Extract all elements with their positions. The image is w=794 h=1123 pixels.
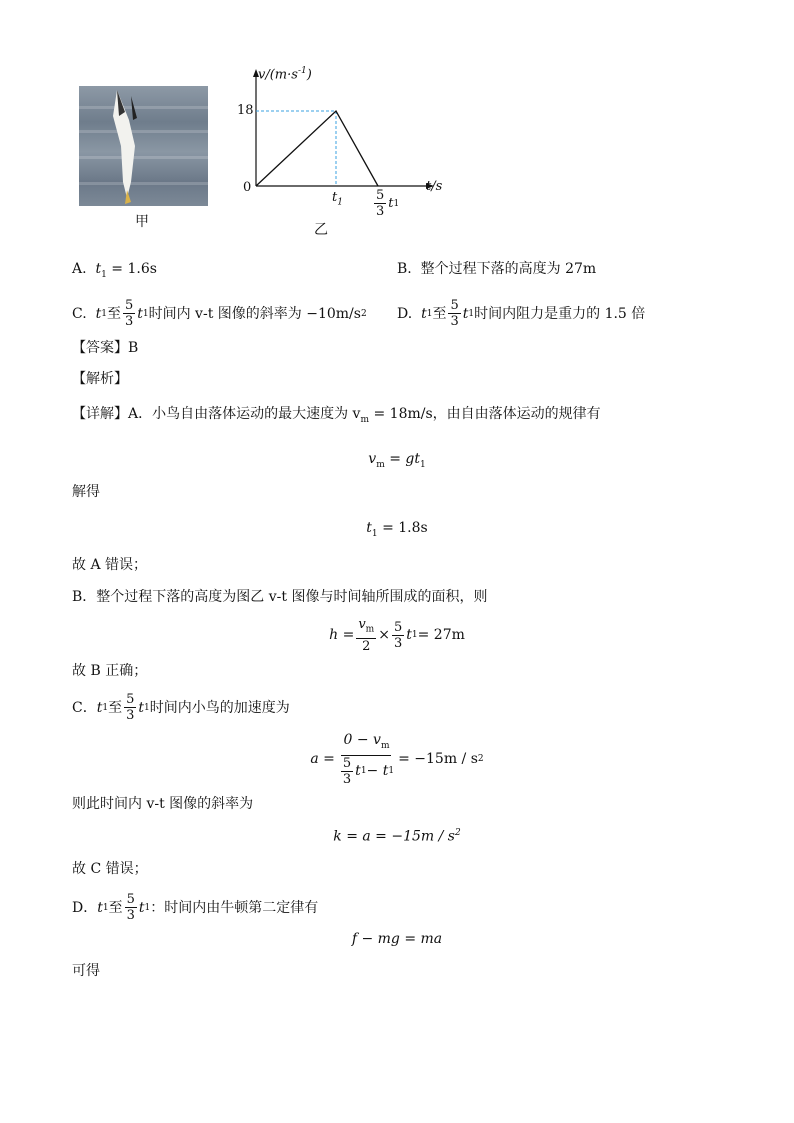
- tick-t1: $t_1$: [332, 190, 343, 208]
- analysis-slope: 则此时间内 v-t 图像的斜率为: [72, 796, 254, 812]
- tick-five-thirds-t1: $\frac{5}{3}$ t 1: [376, 188, 400, 219]
- option-c: C. t 1 至 $\frac{5}{3}$ t 1 时间内 v-t 图像的斜率为 −10m/s 2: [72, 298, 367, 329]
- conclusion-a: 故 A 错误；: [72, 557, 148, 573]
- equation-4: a = $0 - v_m$ $\frac{5}{3}$ t 1 − t 1 = −15m / s 2: [310, 732, 484, 787]
- equation-1: $v_m = gt_1$: [368, 451, 426, 470]
- photo-caption: 甲: [135, 214, 149, 230]
- diving-bird-photo: [79, 86, 208, 206]
- final-text: 可得: [72, 963, 100, 979]
- conclusion-c: 故 C 错误；: [72, 861, 148, 877]
- equation-5: $k = a = -15m / s^2$: [333, 828, 461, 845]
- v-axis-label: $v/(m\cdot s^{-1})$: [258, 66, 312, 83]
- answer: 【答案】B: [72, 340, 139, 356]
- analysis-p-c: C． t 1 至 $\frac{5}{3}$ t 1 时间内小鸟的加速度为: [72, 692, 290, 723]
- analysis-p1: 【详解】A．小鸟自由落体运动的最大速度为 $v_m = 18m/s$，由自由落体运动的规律有: [72, 406, 601, 425]
- graph-caption: 乙: [314, 222, 328, 238]
- option-d: D. t 1 至 $\frac{5}{3}$ t 1 时间内阻力是重力的 1.5 倍: [397, 298, 646, 329]
- conclusion-b: 故 B 正确；: [72, 663, 148, 679]
- velocity-time-graph: [238, 66, 458, 226]
- tick-18: 18: [237, 103, 254, 118]
- equation-2: $t_1 = 1.8s$: [366, 520, 428, 539]
- option-b: B. 整个过程下落的高度为 27m: [397, 261, 597, 277]
- equation-6: f − mg = ma: [351, 931, 443, 947]
- equation-3: h = $\frac{v_m}{2}$ × $\frac{5}{3}$ t 1 = 27m: [329, 617, 465, 654]
- solve-text: 解得: [72, 484, 100, 500]
- tick-0: 0: [243, 180, 252, 195]
- analysis-label: 【解析】: [72, 371, 128, 387]
- analysis-p-d: D． t 1 至 $\frac{5}{3}$ t 1 ：时间内由牛顿第二定律有: [72, 892, 319, 923]
- t-axis-label: t/s: [426, 179, 443, 194]
- option-a: A. $t_1 = 1.6s$: [72, 261, 157, 280]
- bird-shape-icon: [79, 86, 208, 206]
- v-t-line: [256, 111, 378, 186]
- analysis-p-b: B．整个过程下落的高度为图乙 v-t 图像与时间轴所围成的面积，则: [72, 589, 488, 605]
